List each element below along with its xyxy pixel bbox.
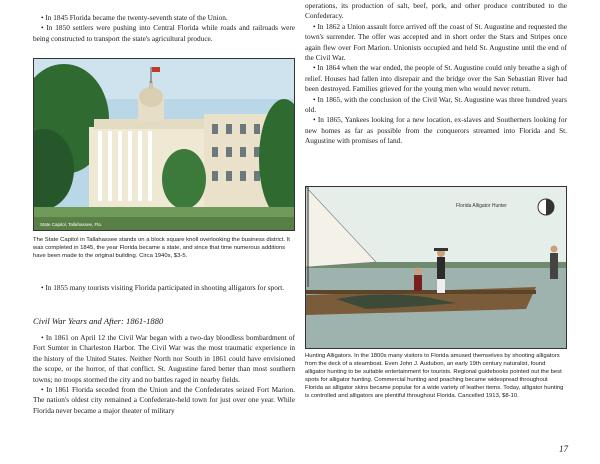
continuation-text: operations, its production of salt, beef, pork, and other produce contributed to the Confederacy. [305,1,567,21]
bullet-1861-fort-sumter: • In 1861 on April 12 the Civil War began with a two-day bloodless bombardment of Fort Sumter in Charleston Harbor. The Civil War was the most traumatic experience in the history of the United States. Neither North nor South in 1861 could have envisioned the scope, or the horror, of that conflict. St. Augustine fared better than most southern towns; no troops stormed the city and no battles raged in nearby fields. [33,333,295,384]
alligator-caption: Hunting Alligators. In the 1800s many visitors to Florida amused themselves by shooting alligators from the deck of a steamboat. Even John J. Audubon, an early 19th century naturalist, found alligator hunting to be suitable entertainment for tourists. Regional guidebooks pointed out the best spots for alligator hunting. Commercial hunting and poaching became widespread throughout Florida as alligator skins became popular for a wide variety of leather items. Today, alligator hunting is controlled and alligators are plentiful throughout Florida. Cancelled 1913, $8-10. [305,353,564,399]
civil-war-bullets [33,333,295,416]
alligator-postcard-image [306,187,566,348]
alligator-photo [305,186,567,349]
bullet-1850: • In 1850 settlers were pushing into Central Florida while roads and railroads were being constructed to transport the state's agricultural produce. [33,23,295,43]
capitol-postcard-image [34,59,294,230]
alligator-postcard-label: Florida Alligator Hunter [456,203,507,209]
bullet-1845: • In 1845 Florida became the twenty-seventh state of the Union. [41,13,228,22]
bullet-1862: • In 1862 a Union assault force arrived off the coast of St. Augustine and requested the town's surrender. The offer was accepted and in short order the Stars and Stripes once again flew over Fort Marion. Unionists occupied and held St. Augustine until the end of the Civil War. [305,21,567,63]
bullet-1865-anniversary: • In 1865, with the conclusion of the Civil War, St. Augustine was three hundred years old. [305,94,567,115]
bullet-1865-yankees: • In 1865, Yankees looking for a new location, ex-slaves and Southerners looking for new homes as far as possible from the conquerors streamed into Florida and St. Augustine with promises of land. [305,115,567,146]
capitol-caption: The State Capitol in Tallahassee stands on a block square knoll overlooking the business district. It was completed in 1845, the year Florida became a state, and since that time numerous additions have been made to the original building. Circa 1940s, $3-5. [33,237,290,259]
capitol-photo [33,58,295,231]
capitol-postcard-label: State Capitol, Tallahassee, Fla. [40,222,102,227]
page-number: 17 [559,444,568,454]
section-heading: Civil War Years and After: 1861-1880 [33,316,164,326]
bullet-1864: • In 1864 when the war ended, the people of St. Augustine could only breathe a sigh of relief. Houses had fallen into disrepair and the bridge over the San Sebastian River had been destroyed. Families grieved for the young men who would never return. [305,63,567,94]
bullet-1855: • In 1855 many tourists visiting Florida participated in shooting alligators for sport. [41,283,285,292]
bullet-1861-secession: • In 1861 Florida seceded from the Union and the Confederates seized Fort Marion. The nation's oldest city remained a Confederate-held town for just over one year. While Florida never became a major theater of military [33,385,295,415]
